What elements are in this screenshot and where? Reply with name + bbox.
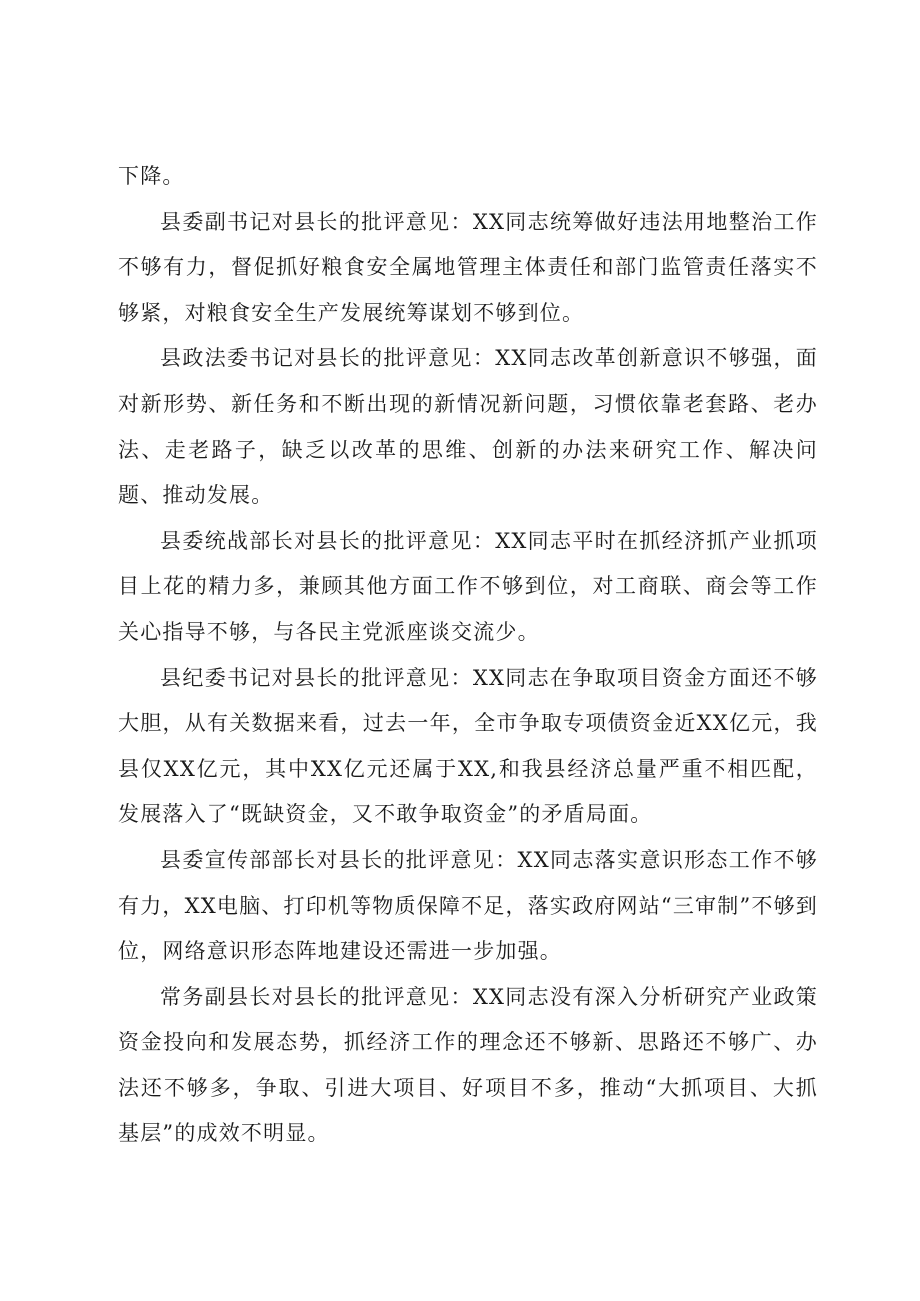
- paragraph-publicity-critique: 县委宣传部部长对县长的批评意见：XX同志落实意识形态工作不够有力，XX电脑、打印机等物质保障不足，落实政府网站“三审制”不够到位，网络意识形态阵地建设还需进一步加强。: [118, 847, 818, 964]
- paragraph-political-legal-critique: 县政法委书记对县长的批评意见：XX同志改革创新意识不够强，面对新形势、新任务和不断出现的新情况新问题，习惯依靠老套路、老办法、走老路子，缺乏以改革的思维、创新的办法来研究工作、解决问题、推动发展。: [118, 346, 818, 508]
- paragraph-deputy-secretary-critique: 县委副书记对县长的批评意见：XX同志统筹做好违法用地整治工作不够有力，督促抓好粮食安全属地管理主体责任和部门监管责任落实不够紧，对粮食安全生产发展统筹谋划不够到位。: [118, 209, 818, 325]
- paragraph-continuation: 下降。: [118, 164, 185, 188]
- paragraph-united-front-critique: 县委统战部长对县长的批评意见：XX同志平时在抓经济抓产业抓项目上花的精力多，兼顾其他方面工作不够到位，对工商联、商会等工作关心指导不够，与各民主党派座谈交流少。: [118, 528, 818, 644]
- paragraph-executive-deputy-critique: 常务副县长对县长的批评意见：XX同志没有深入分析研究产业政策资金投向和发展态势，抓经济工作的理念还不够新、思路还不够广、办法还不够多，争取、引进大项目、好项目不多，推动“大抓项目、大抓基层”的成效不明显。: [118, 984, 818, 1146]
- document-body: [118, 154, 818, 1157]
- paragraph-discipline-inspection-critique: 县纪委书记对县长的批评意见：XX同志在争取项目资金方面还不够大胆，从有关数据来看，过去一年，全市争取专项债资金近XX亿元，我县仅XX亿元，其中XX亿元还属于XX,和我县经济总量严重不相匹配，发展落入了“既缺资金，又不敢争取资金”的矛盾局面。: [118, 665, 818, 827]
